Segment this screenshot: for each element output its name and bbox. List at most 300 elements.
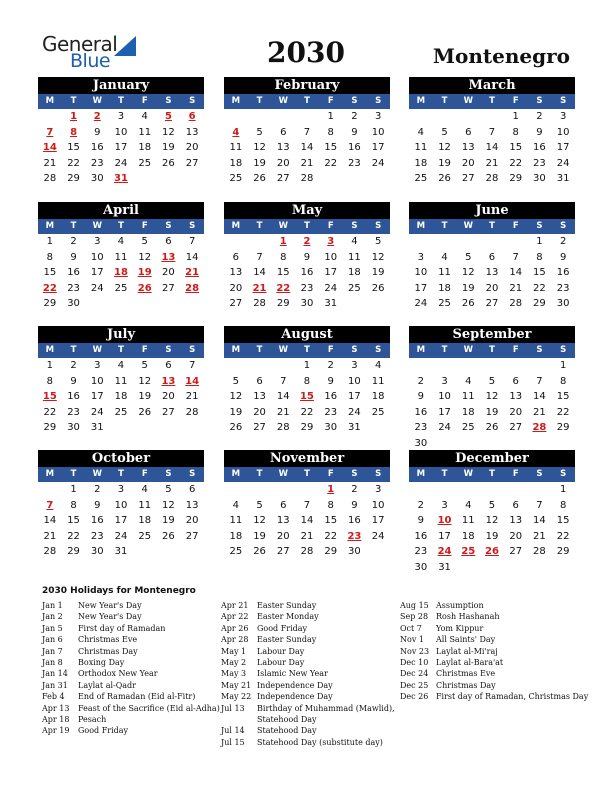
weekday-label: T xyxy=(489,469,495,479)
weekday-header xyxy=(224,467,390,482)
day-cell: 27 xyxy=(276,173,290,184)
day-cell: 12 xyxy=(229,391,243,402)
holiday-date: May 22 xyxy=(221,692,252,702)
month-title: November xyxy=(224,450,390,467)
weekday-label: S xyxy=(165,345,172,355)
day-cell: 11 xyxy=(461,391,475,402)
holiday-name: Easter Monday xyxy=(257,612,319,622)
day-cell: 13 xyxy=(253,391,266,402)
day-cell: 18 xyxy=(414,157,428,169)
holiday-name: Labour Day xyxy=(257,658,305,668)
holiday-entry xyxy=(221,657,407,668)
day-cell: 10 xyxy=(90,375,104,387)
day-cell: 5 xyxy=(141,360,148,371)
day-cell: 15 xyxy=(276,267,290,278)
day-grid xyxy=(409,109,575,187)
day-cell: 9 xyxy=(559,251,567,263)
day-cell: 16 xyxy=(348,142,361,153)
day-cell: 6 xyxy=(488,251,496,263)
month-block xyxy=(224,450,390,560)
day-cell: 11 xyxy=(438,267,451,278)
holiday-entry xyxy=(221,623,407,634)
day-cell: 14 xyxy=(276,391,290,402)
empty-day-cell xyxy=(271,358,295,374)
holiday-entry xyxy=(42,725,220,736)
day-cell: 18 xyxy=(371,391,385,402)
weekday-label: M xyxy=(416,221,426,231)
day-cell: 26 xyxy=(485,422,499,433)
day-cell: 31 xyxy=(90,422,104,433)
day-cell: 12 xyxy=(253,515,266,526)
holiday-entry xyxy=(400,680,588,691)
day-cell: 6 xyxy=(280,126,287,138)
weekday-label: T xyxy=(304,96,310,106)
day-cell: 13 xyxy=(229,267,243,278)
day-cell: 3 xyxy=(351,360,358,371)
day-cell: 20 xyxy=(509,530,523,542)
day-cell: 2 xyxy=(327,360,334,371)
day-cell: 12 xyxy=(138,375,152,387)
day-cell: 12 xyxy=(485,391,499,402)
day-cell: 30 xyxy=(414,437,428,449)
day-cell: 31 xyxy=(324,298,338,309)
holiday-name: Pesach xyxy=(78,715,107,725)
day-cell: 12 xyxy=(253,142,266,153)
day-grid xyxy=(38,109,204,187)
day-cell: 9 xyxy=(70,251,77,263)
day-cell: 30 xyxy=(556,298,570,309)
day-cell: 20 xyxy=(485,282,499,294)
day-cell: 23 xyxy=(533,157,546,169)
day-cell: 12 xyxy=(138,251,152,263)
weekday-label: M xyxy=(416,96,426,106)
day-cell: 3 xyxy=(117,111,125,122)
weekday-header xyxy=(224,219,390,234)
day-cell: 15 xyxy=(324,515,338,526)
day-cell: 13 xyxy=(485,267,499,278)
holiday-name: Labour Day xyxy=(257,646,305,656)
holiday-day-cell: 21 xyxy=(252,282,267,294)
day-cell: 14 xyxy=(300,515,314,526)
day-cell: 17 xyxy=(348,391,361,402)
day-cell: 5 xyxy=(488,499,496,511)
weekday-label: S xyxy=(560,469,567,479)
month-title: August xyxy=(224,326,390,343)
holiday-date: Jan 31 xyxy=(42,680,68,690)
day-cell: 11 xyxy=(138,126,152,138)
holiday-entry xyxy=(400,634,588,645)
day-cell: 7 xyxy=(256,251,263,263)
holiday-day-cell: 6 xyxy=(188,111,196,122)
day-cell: 26 xyxy=(253,546,266,557)
weekday-header xyxy=(409,219,575,234)
holiday-date: May 21 xyxy=(221,680,252,690)
day-cell: 15 xyxy=(67,142,80,153)
day-cell: 21 xyxy=(276,406,290,418)
day-cell: 1 xyxy=(559,360,567,371)
holiday-date: Apr 26 xyxy=(221,623,249,633)
day-cell: 3 xyxy=(94,236,101,247)
holiday-name: Assumption xyxy=(436,601,484,610)
holiday-date: Apr 13 xyxy=(42,703,70,713)
empty-day-cell xyxy=(271,482,295,498)
weekday-label: F xyxy=(327,469,334,479)
holiday-entry xyxy=(42,714,220,725)
day-cell: 25 xyxy=(348,282,361,294)
holiday-entry xyxy=(221,646,407,657)
day-cell: 23 xyxy=(324,406,338,418)
day-cell: 31 xyxy=(114,546,128,557)
empty-day-cell xyxy=(480,482,504,498)
day-cell: 30 xyxy=(348,546,361,557)
day-cell: 11 xyxy=(229,515,243,526)
weekday-label: T xyxy=(70,221,77,231)
holiday-name: Laylat al-Mi'raj xyxy=(436,646,498,656)
weekday-label: W xyxy=(92,469,102,479)
day-cell: 17 xyxy=(371,515,385,526)
day-cell: 18 xyxy=(114,391,128,402)
day-cell: 4 xyxy=(117,360,125,371)
day-cell: 30 xyxy=(300,298,314,309)
day-cell: 20 xyxy=(162,391,175,402)
day-cell: 21 xyxy=(533,406,546,418)
weekday-label: M xyxy=(416,345,426,355)
holiday-day-cell: 15 xyxy=(300,391,314,402)
holiday-date: Jul 15 xyxy=(221,737,245,747)
day-cell: 29 xyxy=(556,422,570,433)
day-cell: 20 xyxy=(162,267,175,278)
day-cell: 18 xyxy=(461,406,475,418)
weekday-label: M xyxy=(231,96,241,106)
day-cell: 16 xyxy=(414,530,428,542)
day-cell: 26 xyxy=(229,422,243,433)
day-cell: 17 xyxy=(414,282,428,294)
holiday-entry xyxy=(42,600,220,611)
day-cell: 29 xyxy=(67,546,80,557)
holiday-day-cell: 3 xyxy=(327,236,335,247)
page-title-year: 2030 xyxy=(267,36,345,69)
weekday-label: F xyxy=(141,96,148,106)
weekday-label: W xyxy=(463,96,473,106)
empty-day-cell xyxy=(38,482,62,498)
empty-day-cell xyxy=(456,358,480,374)
month-block xyxy=(224,202,390,312)
weekday-label: T xyxy=(118,221,124,231)
day-cell: 15 xyxy=(324,142,338,153)
day-cell: 25 xyxy=(461,422,475,433)
day-cell: 29 xyxy=(43,422,57,433)
day-cell: 5 xyxy=(374,236,382,247)
day-cell: 11 xyxy=(138,499,152,511)
weekday-label: M xyxy=(231,221,241,231)
holiday-date: Dec 10 xyxy=(400,658,429,668)
weekday-label: M xyxy=(231,345,241,355)
day-cell: 30 xyxy=(324,422,338,433)
holiday-entry xyxy=(221,737,407,748)
day-cell: 6 xyxy=(165,360,172,371)
holiday-day-cell: 5 xyxy=(164,111,172,122)
day-cell: 17 xyxy=(90,267,104,278)
month-block xyxy=(38,450,204,560)
day-cell: 6 xyxy=(280,499,287,511)
day-cell: 10 xyxy=(114,499,128,511)
day-cell: 24 xyxy=(90,406,104,418)
day-cell: 22 xyxy=(300,406,314,418)
day-cell: 14 xyxy=(509,267,523,278)
day-cell: 15 xyxy=(43,267,57,278)
day-cell: 22 xyxy=(324,530,338,542)
weekday-label: T xyxy=(304,221,310,231)
weekday-label: T xyxy=(70,96,77,106)
day-cell: 27 xyxy=(229,298,243,309)
day-cell: 30 xyxy=(414,561,428,573)
day-cell: 4 xyxy=(117,236,125,247)
weekday-header xyxy=(224,343,390,358)
holiday-list-column xyxy=(221,600,407,748)
holiday-list-column xyxy=(400,600,588,703)
day-cell: 29 xyxy=(324,546,338,557)
day-cell: 26 xyxy=(162,157,175,169)
holiday-name: Easter Sunday xyxy=(257,601,317,610)
day-cell: 20 xyxy=(229,282,243,294)
day-cell: 4 xyxy=(141,111,148,122)
holiday-date: Jan 7 xyxy=(42,646,63,656)
day-cell: 9 xyxy=(417,391,425,402)
holiday-day-cell: 28 xyxy=(532,422,547,433)
day-cell: 23 xyxy=(414,422,428,433)
holiday-day-cell: 14 xyxy=(185,375,200,387)
day-cell: 10 xyxy=(438,391,451,402)
day-cell: 2 xyxy=(417,499,425,511)
weekday-label: T xyxy=(70,469,77,479)
day-cell: 20 xyxy=(461,157,475,169)
day-cell: 19 xyxy=(438,157,451,169)
day-cell: 3 xyxy=(417,251,425,263)
holiday-day-cell: 26 xyxy=(485,546,499,557)
holiday-entry xyxy=(42,623,220,634)
empty-day-cell xyxy=(433,358,457,374)
weekday-header xyxy=(38,343,204,358)
day-cell: 11 xyxy=(348,251,361,263)
holiday-entry xyxy=(221,634,407,645)
holiday-entry xyxy=(42,657,220,668)
day-cell: 8 xyxy=(327,499,334,511)
weekday-label: T xyxy=(70,345,77,355)
day-cell: 25 xyxy=(138,157,152,169)
weekday-label: S xyxy=(560,96,567,106)
month-title: September xyxy=(409,326,575,343)
weekday-label: S xyxy=(189,469,196,479)
weekday-label: S xyxy=(560,345,567,355)
day-cell: 12 xyxy=(461,267,475,278)
day-cell: 8 xyxy=(303,375,311,387)
day-cell: 7 xyxy=(188,360,196,371)
day-cell: 27 xyxy=(162,282,175,294)
weekday-label: T xyxy=(489,345,495,355)
day-cell: 23 xyxy=(556,282,570,294)
holiday-name: Good Friday xyxy=(257,623,308,633)
day-cell: 12 xyxy=(438,142,451,153)
holiday-day-cell: 14 xyxy=(42,142,57,153)
day-cell: 10 xyxy=(90,251,104,263)
holiday-date: Dec 26 xyxy=(400,692,429,702)
day-cell: 27 xyxy=(185,157,199,169)
holiday-name: Christmas Day xyxy=(436,680,496,690)
day-cell: 16 xyxy=(67,267,80,278)
holiday-name: Statehood Day (substitute day) xyxy=(257,737,383,747)
day-cell: 22 xyxy=(67,530,80,542)
day-cell: 16 xyxy=(90,142,104,153)
weekday-label: S xyxy=(560,221,567,231)
day-cell: 24 xyxy=(114,530,128,542)
weekday-label: F xyxy=(327,96,334,106)
day-cell: 16 xyxy=(324,391,338,402)
day-cell: 20 xyxy=(509,406,523,418)
weekday-label: T xyxy=(256,345,263,355)
day-cell: 18 xyxy=(229,530,243,542)
day-cell: 2 xyxy=(417,375,425,387)
day-grid xyxy=(409,358,575,451)
weekday-label: W xyxy=(463,221,473,231)
day-cell: 25 xyxy=(229,546,243,557)
weekday-label: S xyxy=(351,96,358,106)
day-cell: 25 xyxy=(114,406,128,418)
day-cell: 19 xyxy=(253,530,266,542)
holiday-name: Independence Day xyxy=(257,692,333,702)
day-cell: 1 xyxy=(46,236,54,247)
day-cell: 28 xyxy=(253,298,266,309)
day-cell: 28 xyxy=(533,546,546,557)
holiday-date: Jan 1 xyxy=(42,601,63,610)
weekday-label: F xyxy=(141,221,148,231)
weekday-label: M xyxy=(45,221,55,231)
day-cell: 21 xyxy=(485,157,499,169)
day-cell: 4 xyxy=(441,251,448,263)
empty-day-cell xyxy=(248,482,272,498)
day-cell: 28 xyxy=(300,173,314,184)
holiday-entry xyxy=(400,668,588,679)
day-cell: 9 xyxy=(70,375,77,387)
day-cell: 9 xyxy=(536,126,543,138)
holiday-entry xyxy=(400,611,588,622)
empty-day-cell xyxy=(480,109,504,125)
empty-day-cell xyxy=(456,234,480,250)
holiday-name: End of Ramadan (Eid al-Fitr) xyxy=(78,692,196,702)
day-cell: 1 xyxy=(512,111,519,122)
day-cell: 17 xyxy=(324,267,338,278)
holiday-day-cell: 1 xyxy=(279,236,287,247)
day-cell: 23 xyxy=(90,530,104,542)
day-cell: 9 xyxy=(351,499,358,511)
day-cell: 9 xyxy=(94,499,101,511)
holiday-entry xyxy=(221,600,407,611)
day-cell: 31 xyxy=(438,561,451,573)
day-cell: 29 xyxy=(67,173,80,184)
day-cell: 7 xyxy=(303,499,311,511)
holiday-day-cell: 2 xyxy=(303,236,311,247)
weekday-label: T xyxy=(256,221,263,231)
holiday-day-cell: 23 xyxy=(347,530,362,542)
holiday-name: Good Friday xyxy=(78,726,129,736)
day-cell: 25 xyxy=(229,173,243,184)
day-cell: 1 xyxy=(70,484,77,495)
day-cell: 23 xyxy=(414,546,428,557)
holiday-day-cell: 15 xyxy=(42,391,57,402)
weekday-label: S xyxy=(189,345,196,355)
holiday-day-cell: 8 xyxy=(70,126,78,138)
holiday-day-cell: 1 xyxy=(70,111,78,122)
holiday-name: Independence Day xyxy=(257,680,333,690)
holiday-date: Aug 15 xyxy=(400,601,429,610)
holiday-day-cell: 31 xyxy=(114,173,128,184)
weekday-label: T xyxy=(256,96,263,106)
empty-day-cell xyxy=(224,109,248,125)
weekday-label: M xyxy=(45,345,55,355)
day-cell: 28 xyxy=(43,546,57,557)
day-cell: 10 xyxy=(348,375,361,387)
weekday-label: T xyxy=(118,345,124,355)
weekday-header xyxy=(38,94,204,109)
day-cell: 12 xyxy=(371,251,385,263)
weekday-label: M xyxy=(416,469,426,479)
day-cell: 15 xyxy=(509,142,523,153)
month-block xyxy=(38,326,204,436)
day-cell: 31 xyxy=(556,173,570,184)
holiday-date: Feb 4 xyxy=(42,692,65,702)
holiday-date: Apr 28 xyxy=(221,635,249,645)
day-cell: 1 xyxy=(46,360,54,371)
holiday-date: Apr 21 xyxy=(221,601,249,610)
holiday-date: Dec 24 xyxy=(400,669,429,679)
day-cell: 2 xyxy=(351,111,358,122)
weekday-label: W xyxy=(92,96,102,106)
holiday-name: Easter Sunday xyxy=(257,635,317,645)
weekday-label: W xyxy=(463,469,473,479)
month-block xyxy=(409,450,575,575)
weekday-label: F xyxy=(327,345,334,355)
empty-day-cell xyxy=(224,234,248,250)
day-cell: 17 xyxy=(371,142,385,153)
day-cell: 28 xyxy=(185,406,199,418)
day-cell: 22 xyxy=(556,406,570,418)
weekday-label: F xyxy=(141,469,148,479)
weekday-label: S xyxy=(375,221,382,231)
day-cell: 27 xyxy=(253,422,266,433)
logo-text-blue: Blue xyxy=(70,50,111,72)
weekday-label: M xyxy=(231,469,241,479)
day-cell: 30 xyxy=(90,546,104,557)
day-cell: 25 xyxy=(138,530,152,542)
day-cell: 5 xyxy=(441,126,448,138)
day-cell: 15 xyxy=(67,515,80,526)
month-block xyxy=(409,77,575,187)
day-cell: 4 xyxy=(232,499,240,511)
day-cell: 5 xyxy=(141,236,148,247)
empty-day-cell xyxy=(248,234,272,250)
day-cell: 8 xyxy=(327,126,334,138)
day-cell: 4 xyxy=(374,360,382,371)
day-cell: 4 xyxy=(351,236,358,247)
day-cell: 5 xyxy=(232,375,240,387)
day-cell: 19 xyxy=(461,282,475,294)
day-cell: 22 xyxy=(324,157,338,169)
day-cell: 20 xyxy=(185,142,199,153)
day-cell: 8 xyxy=(46,251,54,263)
day-cell: 12 xyxy=(162,499,175,511)
weekday-label: S xyxy=(536,221,543,231)
holiday-name: Birthday of Muhammad (Mawlid), Statehood Day xyxy=(257,703,395,725)
day-cell: 20 xyxy=(253,406,266,418)
